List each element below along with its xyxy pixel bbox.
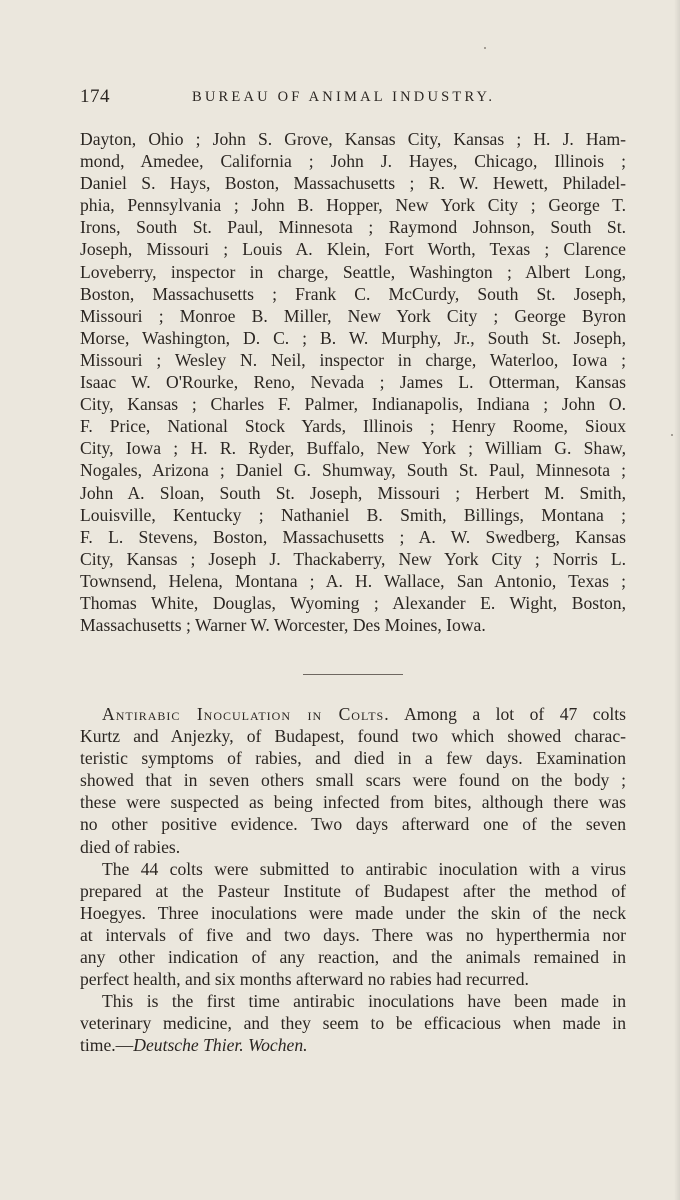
paper-speck xyxy=(484,47,486,49)
text-line: Missouri ; Monroe B. Miller, New York City ; George Byron xyxy=(80,305,626,326)
article-title: Antirabic Inoculation in Colts. xyxy=(102,704,390,724)
paper-speck xyxy=(671,434,673,436)
text-line: This is the first time antirabic inoculations have been made in xyxy=(102,991,626,1012)
text-line: F. L. Stevens, Boston, Massachusetts ; A. W. Swedberg, Kansas xyxy=(80,526,626,547)
text-line: Isaac W. O'Rourke, Reno, Nevada ; James L. Otterman, Kansas xyxy=(80,372,626,393)
text-line: Nogales, Arizona ; Daniel G. Shumway, South St. Paul, Minnesota ; xyxy=(80,460,626,481)
text-line: Missouri ; Wesley N. Neil, inspector in charge, Waterloo, Iowa ; xyxy=(80,349,626,370)
text-line: prepared at the Pasteur Institute of Budapest after the method of xyxy=(80,880,626,901)
text-line: Hoegyes. Three inoculations were made under the skin of the neck xyxy=(80,902,626,923)
text-line: veterinary medicine, and they seem to be efficacious when made in xyxy=(80,1013,626,1034)
text-line: phia, Pennsylvania ; John B. Hopper, New York City ; George T. xyxy=(80,195,626,216)
text-line: any other indication of any reaction, and the animals remained in xyxy=(80,947,626,968)
text-line: mond, Amedee, California ; John J. Hayes, Chicago, Illinois ; xyxy=(80,151,626,172)
page-number: 174 xyxy=(80,86,110,107)
text-line: Thomas White, Douglas, Wyoming ; Alexander E. Wight, Boston, xyxy=(80,592,626,613)
text-line: Louisville, Kentucky ; Nathaniel B. Smith, Billings, Montana ; xyxy=(80,504,626,525)
text-line: City, Kansas ; Joseph J. Thackaberry, New York City ; Norris L. xyxy=(80,548,626,569)
text-line: City, Iowa ; H. R. Ryder, Buffalo, New York ; William G. Shaw, xyxy=(80,438,626,459)
article-antirabic-inoculation xyxy=(80,703,626,1057)
text-line: perfect health, and six months afterward no rabies had recurred. xyxy=(80,969,529,990)
article-source: Deutsche Thier. Wochen. xyxy=(133,1035,308,1056)
running-head: BUREAU OF ANIMAL INDUSTRY. xyxy=(192,89,496,105)
text-line: Irons, South St. Paul, Minnesota ; Raymond Johnson, South St. xyxy=(80,217,626,238)
text-line: these were suspected as being infected from bites, although there was xyxy=(80,792,626,813)
text-line: teristic symptoms of rabies, and died in a few days. Examination xyxy=(80,748,626,769)
text-line: at intervals of five and two days. There was no hyperthermia nor xyxy=(80,924,626,945)
article-first-line xyxy=(80,703,626,725)
article-last-line-text: time.— xyxy=(80,1035,134,1056)
inspector-names-list xyxy=(80,128,626,636)
text-line: Boston, Massachusetts ; Frank C. McCurdy, South St. Joseph, xyxy=(80,283,626,304)
section-divider xyxy=(303,674,403,675)
text-line: Townsend, Helena, Montana ; A. H. Wallace, San Antonio, Texas ; xyxy=(80,570,626,591)
text-line: Morse, Washington, D. C. ; B. W. Murphy, Jr., South St. Joseph, xyxy=(80,327,626,348)
text-line: Loveberry, inspector in charge, Seattle, Washington ; Albert Long, xyxy=(80,261,626,282)
article-first-line-text: Among a lot of 47 colts xyxy=(404,704,626,724)
text-line: The 44 colts were submitted to antirabic inoculation with a virus xyxy=(102,858,626,879)
text-line: City, Kansas ; Charles F. Palmer, Indianapolis, Indiana ; John O. xyxy=(80,394,626,415)
article-last-line xyxy=(80,1034,626,1056)
text-line: Joseph, Missouri ; Louis A. Klein, Fort Worth, Texas ; Clarence xyxy=(80,239,626,260)
text-line: F. Price, National Stock Yards, Illinois ; Henry Roome, Sioux xyxy=(80,416,626,437)
text-line: Massachusetts ; Warner W. Worcester, Des Moines, Iowa. xyxy=(80,615,486,636)
text-line: John A. Sloan, South St. Joseph, Missouri ; Herbert M. Smith, xyxy=(80,482,626,503)
text-line: died of rabies. xyxy=(80,836,181,857)
page-header xyxy=(80,86,626,114)
text-line: showed that in seven others small scars were found on the body ; xyxy=(80,770,626,791)
text-line: no other positive evidence. Two days afterward one of the seven xyxy=(80,814,626,835)
text-line: Dayton, Ohio ; John S. Grove, Kansas City, Kansas ; H. J. Ham- xyxy=(80,129,626,149)
text-line: Kurtz and Anjezky, of Budapest, found two which showed charac- xyxy=(80,726,626,747)
page-edge-shadow xyxy=(674,0,680,1200)
text-line: Daniel S. Hays, Boston, Massachusetts ; R. W. Hewett, Philadel- xyxy=(80,173,626,194)
